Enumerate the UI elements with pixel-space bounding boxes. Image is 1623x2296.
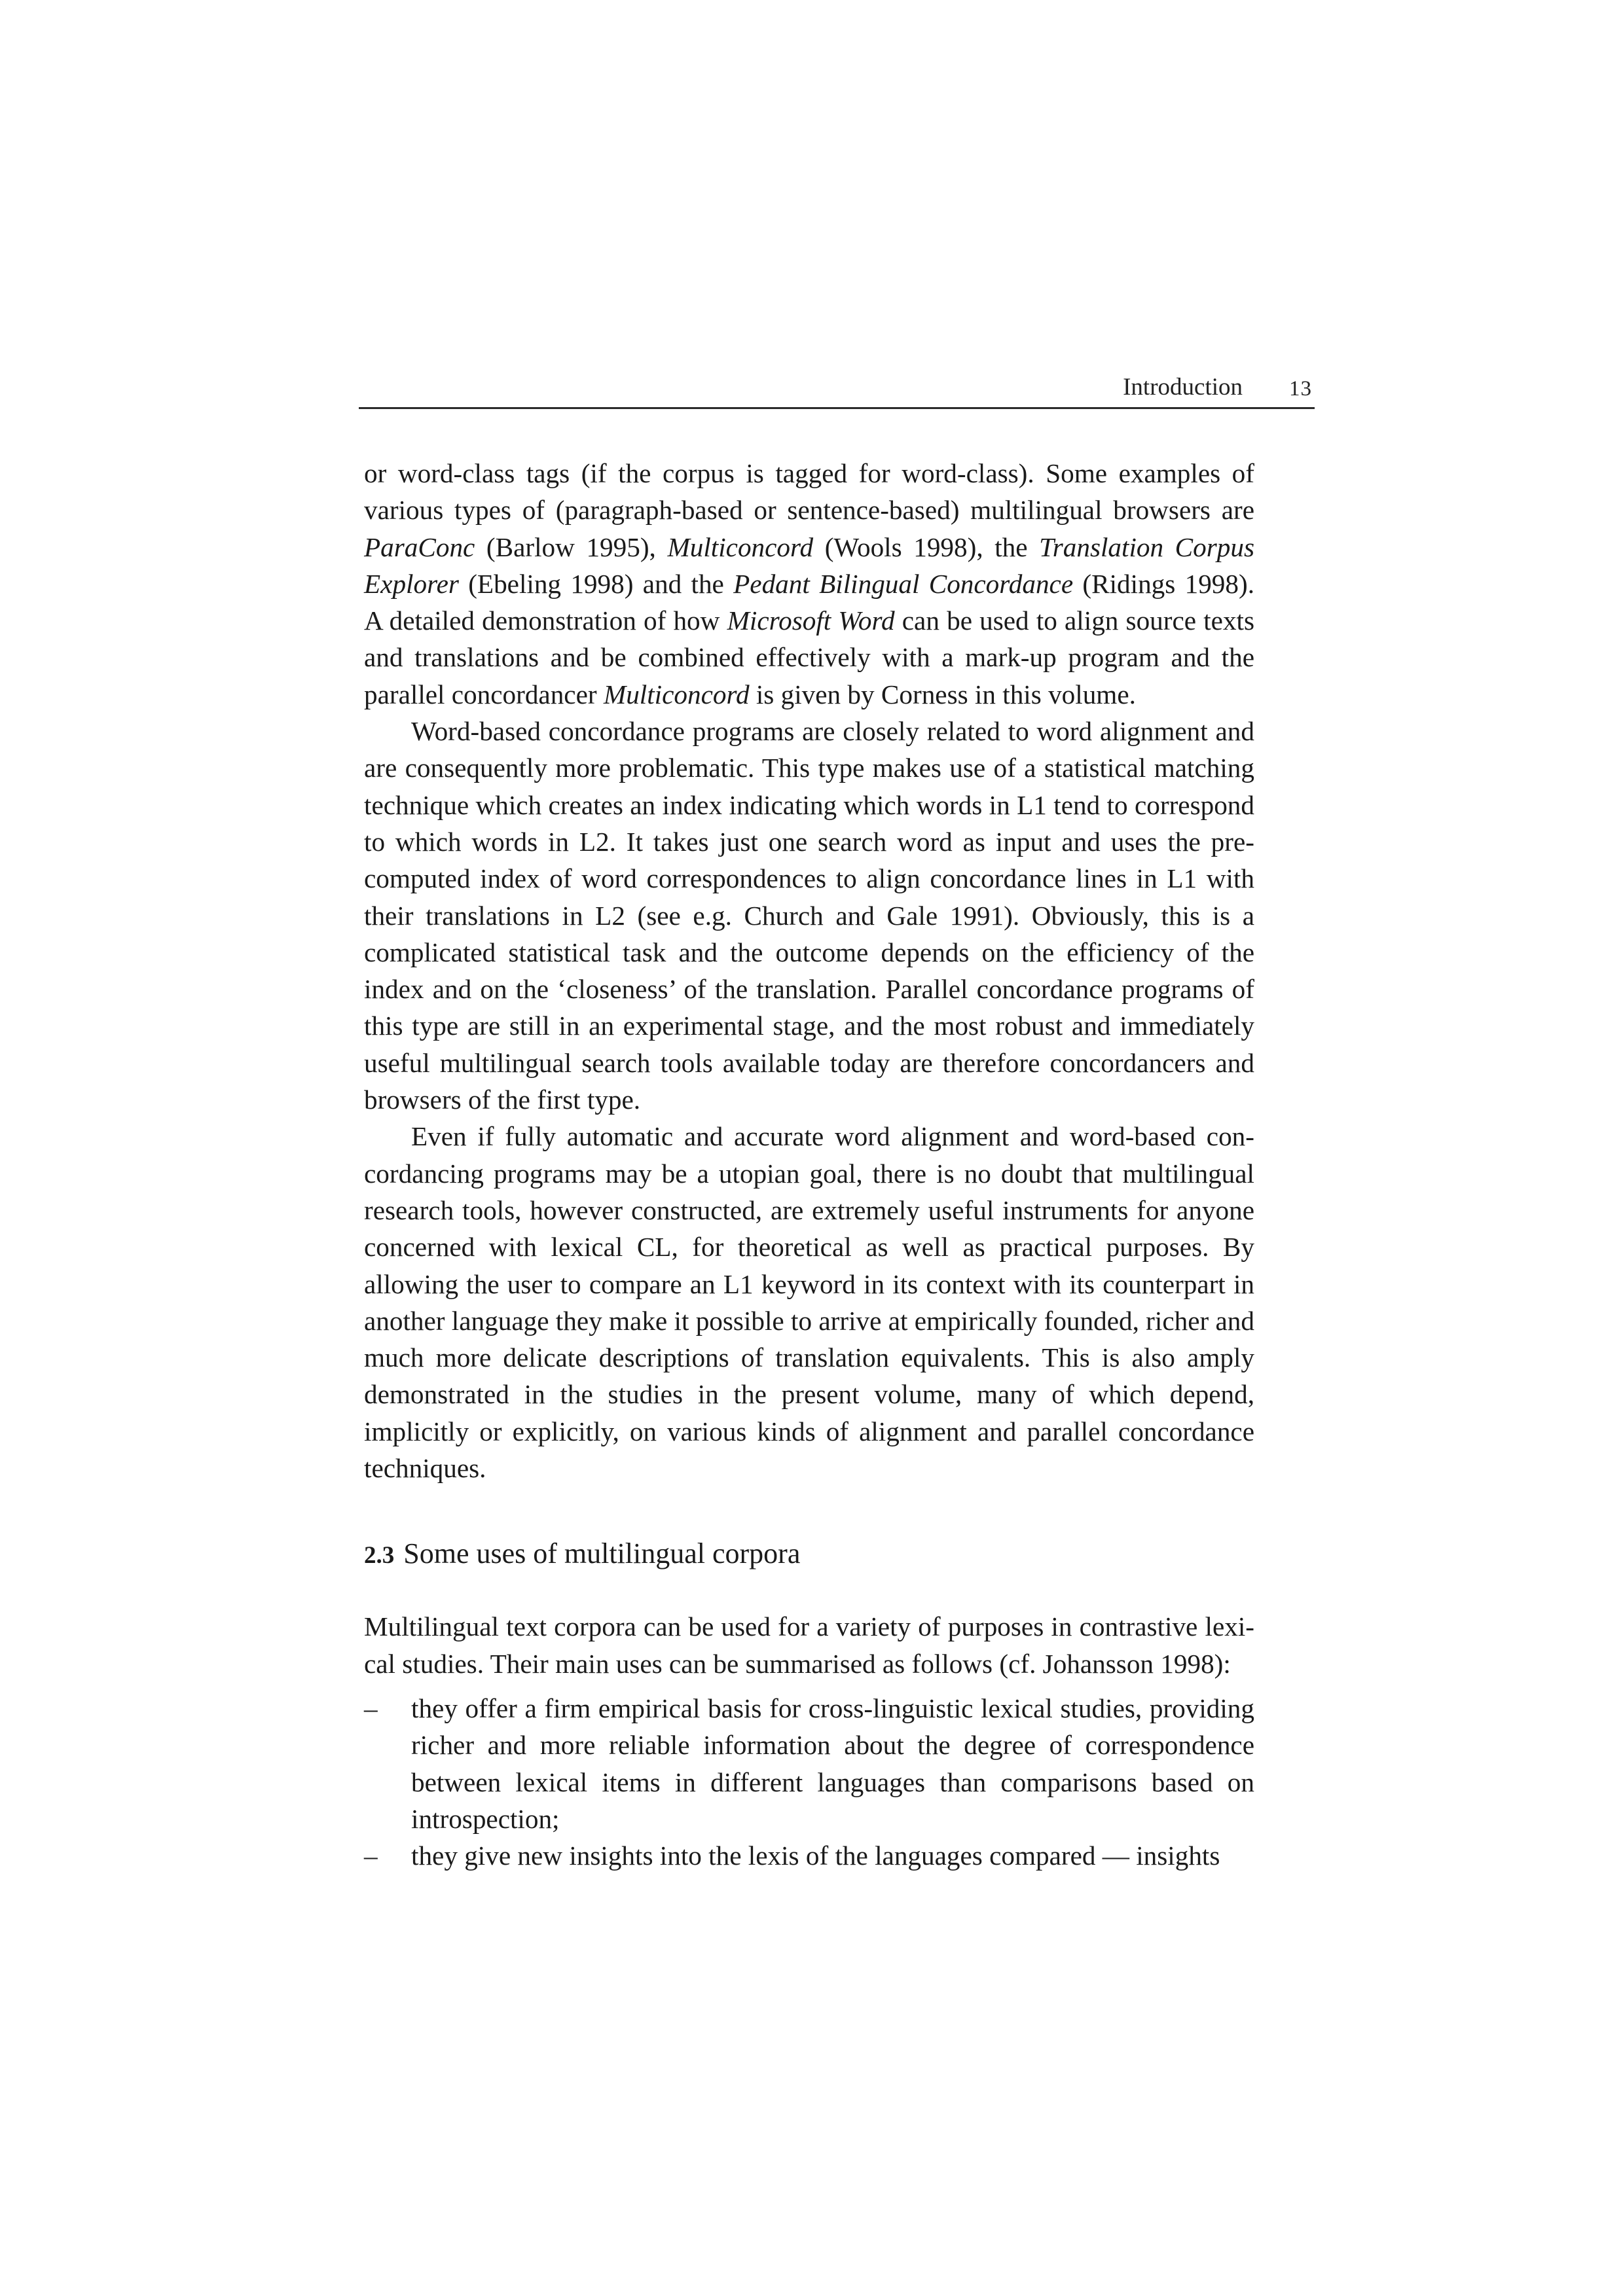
uses-list xyxy=(364,1690,1254,1874)
italic-title: Translation Corpus Explorer xyxy=(364,531,1254,599)
dash-marker: – xyxy=(364,1693,378,1723)
running-head-title: Introduction xyxy=(1123,374,1243,401)
section-title: Some uses of multilingual corpora xyxy=(403,1537,801,1570)
section-intro: Multilingual text corpora can be used for a variety of purposes in contrastive lexical studies. Their main uses can be summarised as follows (cf. Johansson 1998): xyxy=(364,1611,1254,1679)
running-head xyxy=(359,368,1315,409)
dash-marker: – xyxy=(364,1840,378,1871)
italic-title: Pedant Bilingual Concordance xyxy=(733,568,1074,599)
text-run: can be used to align source texts and translations and be combined effectively with a mark-up program and the parallel concordancer xyxy=(364,605,1255,709)
text-run: is given by Corness in this volume. xyxy=(749,679,1136,709)
italic-title: Microsoft Word xyxy=(727,605,895,636)
text-run: or word-class tags (if the corpus is tagged for word-class). Some examples of various types of (paragraph-based or sentence-based) multilingual browsers are xyxy=(364,458,1254,526)
list-item xyxy=(364,1690,1254,1837)
text-run: (Barlow 1995), xyxy=(475,531,668,562)
italic-title: Multiconcord xyxy=(667,531,814,562)
list-item-text: they offer a firm empirical basis for cross-linguistic lexical studies, providing richer and more reliable information about the degree of correspondence between lexical items in different languages than comparisons based on introspection; xyxy=(411,1693,1254,1834)
text-run: (Ridings 1998). A detailed demonstration of how xyxy=(364,568,1254,636)
paragraph-1 xyxy=(364,455,1254,713)
text-run: (Ebeling 1998) and the xyxy=(458,568,734,599)
italic-title: Multiconcord xyxy=(603,679,750,709)
body-text xyxy=(364,455,1254,1874)
paragraph-3: Even if fully automatic and accurate word alignment and word-based concordancing programs may be a utopian goal, there is no doubt that multilingual research tools, however constructed, are extremely useful instruments for anyone concerned with lexical CL, for theoretical as well as practical purposes. By allowing the user to compare an L1 keyword in its context with its counterpart in another language they make it possible to arrive at empirically founded, richer and much more delicate descriptions of translation equivalents. This is also amply demonstrated in the studies in the present volume, many of which depend, implicitly or explicitly, on various kinds of alignment and parallel concordance techniques. xyxy=(364,1121,1254,1484)
section-heading xyxy=(364,1535,1254,1574)
text-run: (Wools 1998), the xyxy=(813,531,1040,562)
page-number: 13 xyxy=(1289,377,1312,401)
italic-title: ParaConc xyxy=(364,531,475,562)
paragraph-2: Word-based concordance programs are closely related to word alignment and are consequently more problematic. This type makes use of a statistical matching technique which creates an index indicating which words in L1 tend to correspond to which words in L2. It takes just one search word as input and uses the pre-computed index of word correspondences to align concordance lines in L1 with their translations in L2 (see e.g. Church and Gale 1991). Obviously, this is a complicated statistical task and the outcome depends on the efficiency of the index and on the ‘closeness’ of the translation. Parallel concordance programs of this type are still in an experimental stage, and the most robust and immediately useful multilingual search tools available today are therefore concordancers and browsers of the first type. xyxy=(364,716,1254,1115)
list-item xyxy=(364,1837,1254,1874)
list-item-text: they give new insights into the lexis of the languages compared — insights xyxy=(411,1840,1220,1871)
section-number: 2.3 xyxy=(364,1542,395,1570)
